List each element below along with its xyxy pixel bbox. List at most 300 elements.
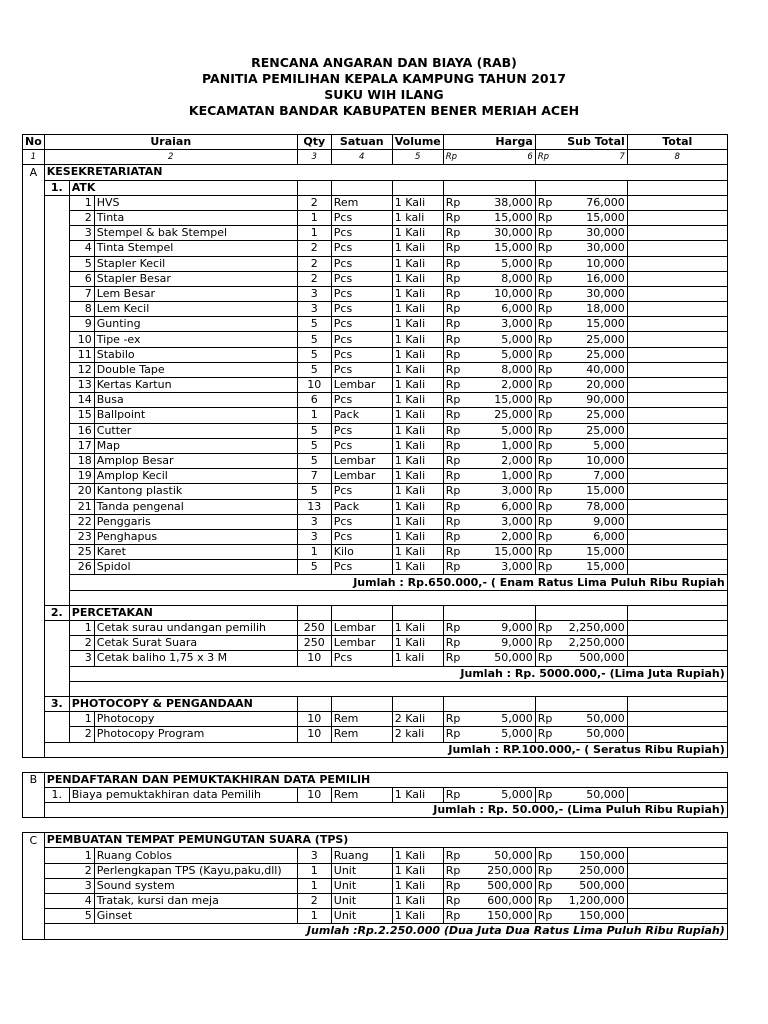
blank	[23, 742, 45, 757]
item-name: Cetak Surat Suara	[94, 636, 297, 651]
item-subtotal-value: 15,000	[586, 317, 625, 331]
table-row	[23, 286, 728, 301]
item-number: 12	[69, 362, 94, 377]
item-qty: 7	[297, 469, 331, 484]
blank	[23, 317, 45, 332]
item-unit: Kilo	[331, 545, 392, 560]
table-row	[23, 408, 728, 423]
item-subtotal	[535, 393, 627, 408]
item-qty: 5	[297, 438, 331, 453]
item-price	[443, 787, 535, 802]
item-qty: 2	[297, 271, 331, 286]
table-row	[23, 514, 728, 529]
item-total	[627, 469, 727, 484]
item-price-value: 15,000	[494, 545, 533, 559]
item-number: 1.	[44, 787, 69, 802]
item-subtotal	[535, 195, 627, 210]
table-row	[23, 393, 728, 408]
blank	[44, 636, 69, 651]
blank	[23, 226, 45, 241]
currency-label: Rp	[537, 545, 553, 559]
colnum	[443, 150, 535, 165]
item-price-value: 600,000	[487, 894, 533, 908]
item-price	[443, 909, 535, 924]
blank	[44, 560, 69, 575]
table-row	[23, 332, 728, 347]
item-unit: Rem	[331, 712, 392, 727]
table-row	[23, 727, 728, 742]
currency-label: Rp	[537, 848, 553, 862]
item-volume: 1 Kali	[392, 560, 443, 575]
item-volume: 1 Kali	[392, 302, 443, 317]
item-unit: Lembar	[331, 636, 392, 651]
currency-label: Rp	[445, 787, 461, 801]
item-name: Penggaris	[94, 514, 297, 529]
item-number: 22	[69, 514, 94, 529]
item-unit: Pcs	[331, 347, 392, 362]
table-row	[23, 560, 728, 575]
table-row	[23, 499, 728, 514]
item-subtotal	[535, 317, 627, 332]
currency-label: Rp	[445, 347, 461, 361]
blank	[23, 347, 45, 362]
item-name: Cutter	[94, 423, 297, 438]
item-price	[443, 453, 535, 468]
item-price	[443, 332, 535, 347]
title-line-1: RENCANA ANGARAN DAN BIAYA (RAB)	[251, 55, 517, 70]
item-price	[443, 712, 535, 727]
table-row	[23, 241, 728, 256]
table-row	[23, 135, 728, 150]
table-row	[23, 453, 728, 468]
item-subtotal	[535, 256, 627, 271]
colnum: 3	[297, 150, 331, 165]
subsection-number: 2.	[44, 605, 69, 620]
item-price-value: 5,000	[501, 727, 533, 741]
table-row	[23, 894, 728, 909]
table-row	[23, 180, 728, 195]
item-volume: 1 Kali	[392, 621, 443, 636]
blank	[23, 210, 45, 225]
item-name: Kantong plastik	[94, 484, 297, 499]
currency-label: Rp	[445, 378, 461, 392]
currency-label: Rp	[445, 317, 461, 331]
blank	[23, 909, 45, 924]
blank	[443, 605, 535, 620]
header-volume: Volume	[392, 135, 443, 150]
item-price-value: 500,000	[487, 878, 533, 892]
item-price-value: 9,000	[501, 621, 533, 635]
item-qty: 5	[297, 347, 331, 362]
item-price	[443, 362, 535, 377]
currency-label: Rp	[445, 651, 461, 665]
item-price	[443, 195, 535, 210]
table-row	[23, 362, 728, 377]
item-unit: Pcs	[331, 393, 392, 408]
item-number: 2	[69, 210, 94, 225]
currency-label: Rp	[537, 894, 553, 908]
item-subtotal-value: 90,000	[586, 393, 625, 407]
blank	[23, 302, 45, 317]
currency-label: Rp	[445, 727, 461, 741]
item-qty: 3	[297, 286, 331, 301]
item-subtotal	[535, 560, 627, 575]
currency-label: Rp	[537, 621, 553, 635]
item-unit: Pcs	[331, 332, 392, 347]
currency-label: Rp	[445, 438, 461, 452]
item-price-value: 25,000	[494, 408, 533, 422]
currency-label: Rp	[537, 423, 553, 437]
item-subtotal	[535, 909, 627, 924]
item-name: Lem Kecil	[94, 302, 297, 317]
item-volume: 1 Kali	[392, 848, 443, 863]
item-total	[627, 347, 727, 362]
item-number: 1	[44, 848, 94, 863]
item-unit: Pcs	[331, 210, 392, 225]
blank	[23, 727, 45, 742]
item-subtotal	[535, 241, 627, 256]
item-name: Penghapus	[94, 529, 297, 544]
item-price	[443, 499, 535, 514]
header-no: No	[23, 135, 45, 150]
currency-label: Rp	[445, 393, 461, 407]
item-subtotal	[535, 286, 627, 301]
blank	[44, 438, 69, 453]
item-total	[627, 878, 727, 893]
blank	[23, 605, 45, 620]
section-title: KESEKRETARIATAN	[44, 165, 727, 180]
item-total	[627, 362, 727, 377]
currency-label: Rp	[537, 863, 553, 877]
currency-label: Rp	[537, 286, 553, 300]
item-volume: 2 Kali	[392, 712, 443, 727]
blank	[44, 727, 69, 742]
blank	[23, 499, 45, 514]
blank	[331, 180, 392, 195]
colnum: 5	[392, 150, 443, 165]
blank	[44, 529, 69, 544]
item-name: Cetak surau undangan pemilih	[94, 621, 297, 636]
blank	[392, 605, 443, 620]
subsection-number: 3.	[44, 696, 69, 711]
currency-label: Rp	[445, 909, 461, 923]
item-total	[627, 499, 727, 514]
item-subtotal	[535, 484, 627, 499]
item-name: Busa	[94, 393, 297, 408]
title-line-2: PANITIA PEMILIHAN KEPALA KAMPUNG TAHUN 2017	[202, 71, 566, 86]
item-number: 2	[69, 636, 94, 651]
table-row	[23, 529, 728, 544]
item-subtotal-value: 250,000	[579, 863, 625, 877]
item-price	[443, 529, 535, 544]
item-price-value: 250,000	[487, 863, 533, 877]
item-price	[443, 271, 535, 286]
item-qty: 5	[297, 484, 331, 499]
blank	[23, 332, 45, 347]
blank	[44, 226, 69, 241]
blank	[443, 180, 535, 195]
table-row	[23, 742, 728, 757]
currency-label: Rp	[445, 545, 461, 559]
item-number: 3	[69, 226, 94, 241]
currency-label: Rp	[445, 894, 461, 908]
item-subtotal	[535, 651, 627, 666]
colnum: 2	[44, 150, 297, 165]
item-unit: Lembar	[331, 453, 392, 468]
item-unit: Rem	[331, 195, 392, 210]
currency-label: Rp	[537, 302, 553, 316]
currency-label: Rp	[537, 499, 553, 513]
currency-label: Rp	[445, 408, 461, 422]
blank	[44, 651, 69, 666]
item-subtotal-value: 15,000	[586, 484, 625, 498]
item-price-value: 6,000	[501, 302, 533, 316]
item-volume: 1 Kali	[392, 317, 443, 332]
item-qty: 10	[297, 378, 331, 393]
item-number: 2	[69, 727, 94, 742]
item-subtotal-value: 500,000	[579, 651, 625, 665]
item-qty: 13	[297, 499, 331, 514]
item-price-value: 3,000	[501, 317, 533, 331]
item-qty: 1	[297, 878, 331, 893]
item-unit: Pcs	[331, 423, 392, 438]
item-name: Tipe -ex	[94, 332, 297, 347]
currency-label: Rp	[445, 362, 461, 376]
blank	[44, 666, 69, 681]
blank	[44, 195, 69, 210]
table-row	[23, 757, 728, 772]
table-row	[23, 803, 728, 818]
item-name: Tratak, kursi dan meja	[94, 894, 297, 909]
item-subtotal-value: 15,000	[586, 545, 625, 559]
header-uraian: Uraian	[44, 135, 297, 150]
item-subtotal-value: 25,000	[586, 332, 625, 346]
item-name: Photocopy	[94, 712, 297, 727]
item-price	[443, 545, 535, 560]
colnum: 4	[331, 150, 392, 165]
colnum: 1	[23, 150, 45, 165]
blank	[44, 393, 69, 408]
item-subtotal	[535, 378, 627, 393]
item-number: 21	[69, 499, 94, 514]
jumlah-total: Jumlah : RP.100.000,- ( Seratus Ribu Rupiah)	[44, 742, 727, 757]
blank	[627, 696, 727, 711]
currency-label: Rp	[537, 560, 553, 574]
blank	[23, 256, 45, 271]
item-volume: 1 Kali	[392, 863, 443, 878]
blank	[23, 393, 45, 408]
item-name: Photocopy Program	[94, 727, 297, 742]
currency-label: Rp	[445, 286, 461, 300]
item-price-value: 3,000	[501, 560, 533, 574]
item-number: 11	[69, 347, 94, 362]
item-number: 16	[69, 423, 94, 438]
item-subtotal-value: 9,000	[593, 514, 625, 528]
blank	[23, 180, 45, 195]
item-volume: 1 Kali	[392, 226, 443, 241]
item-total	[627, 256, 727, 271]
item-subtotal-value: 2,250,000	[568, 636, 625, 650]
currency-label: Rp	[537, 332, 553, 346]
subsection-title: PHOTOCOPY & PENGANDAAN	[69, 696, 297, 711]
item-subtotal-value: 25,000	[586, 347, 625, 361]
table-row	[23, 605, 728, 620]
currency-label: Rp	[445, 469, 461, 483]
item-unit: Pack	[331, 499, 392, 514]
currency-label: Rp	[537, 514, 553, 528]
currency-label: Rp	[537, 454, 553, 468]
item-price-value: 9,000	[501, 636, 533, 650]
item-price-value: 150,000	[487, 909, 533, 923]
item-volume: 1 Kali	[392, 408, 443, 423]
item-price	[443, 378, 535, 393]
item-name: HVS	[94, 195, 297, 210]
item-subtotal-value: 7,000	[593, 469, 625, 483]
currency-label: Rp	[445, 226, 461, 240]
item-total	[627, 423, 727, 438]
item-number: 1	[69, 195, 94, 210]
item-qty: 250	[297, 621, 331, 636]
item-number: 4	[69, 241, 94, 256]
blank	[44, 469, 69, 484]
item-price-value: 5,000	[501, 787, 533, 801]
item-volume: 1 Kali	[392, 787, 443, 802]
section-letter: A	[23, 165, 45, 180]
item-total	[627, 393, 727, 408]
item-number: 1	[69, 712, 94, 727]
currency-label: Rp	[537, 712, 553, 726]
item-name: Stempel & bak Stempel	[94, 226, 297, 241]
item-qty: 5	[297, 453, 331, 468]
item-price	[443, 484, 535, 499]
item-volume: 1 Kali	[392, 423, 443, 438]
item-unit: Lembar	[331, 469, 392, 484]
blank	[23, 575, 45, 590]
item-subtotal	[535, 347, 627, 362]
item-unit: Pcs	[331, 286, 392, 301]
table-row	[23, 226, 728, 241]
item-price-value: 38,000	[494, 195, 533, 209]
item-qty: 1	[297, 863, 331, 878]
item-name: Karet	[94, 545, 297, 560]
currency-label: Rp	[537, 408, 553, 422]
item-qty: 2	[297, 894, 331, 909]
item-name: Cetak baliho 1,75 x 3 M	[94, 651, 297, 666]
item-volume: 1 kali	[392, 651, 443, 666]
item-qty: 1	[297, 210, 331, 225]
item-name: Sound system	[94, 878, 297, 893]
item-total	[627, 271, 727, 286]
item-price	[443, 210, 535, 225]
item-qty: 250	[297, 636, 331, 651]
item-volume: 1 Kali	[392, 378, 443, 393]
currency-label: Rp	[537, 195, 553, 209]
blank	[23, 924, 45, 939]
item-qty: 3	[297, 529, 331, 544]
item-subtotal-value: 1,200,000	[568, 894, 625, 908]
item-qty: 1	[297, 408, 331, 423]
item-total	[627, 210, 727, 225]
item-name: Amplop Kecil	[94, 469, 297, 484]
currency-label: Rp	[537, 909, 553, 923]
item-volume: 1 Kali	[392, 271, 443, 286]
currency-label: Rp	[537, 271, 553, 285]
blank	[23, 590, 45, 605]
rab-table	[22, 134, 728, 940]
item-volume: 1 Kali	[392, 514, 443, 529]
item-price-value: 3,000	[501, 514, 533, 528]
jumlah-total: Jumlah : Rp.650.000,- ( Enam Ratus Lima Puluh Ribu Rupiah	[69, 575, 727, 590]
item-subtotal-value: 30,000	[586, 286, 625, 300]
item-price-value: 3,000	[501, 484, 533, 498]
blank	[44, 286, 69, 301]
item-subtotal-value: 5,000	[593, 438, 625, 452]
item-subtotal-value: 50,000	[586, 712, 625, 726]
blank	[331, 696, 392, 711]
table-row	[23, 195, 728, 210]
item-number: 20	[69, 484, 94, 499]
item-price	[443, 241, 535, 256]
item-unit: Pcs	[331, 362, 392, 377]
blank	[23, 362, 45, 377]
title-line-4: KECAMATAN BANDAR KABUPATEN BENER MERIAH ACEH	[188, 103, 580, 118]
item-subtotal-value: 6,000	[593, 529, 625, 543]
item-price-value: 2,000	[501, 454, 533, 468]
item-price-value: 2,000	[501, 529, 533, 543]
item-unit: Pcs	[331, 317, 392, 332]
item-volume: 1 Kali	[392, 453, 443, 468]
blank	[535, 605, 627, 620]
section-title: PEMBUATAN TEMPAT PEMUNGUTAN SUARA (TPS)	[44, 833, 727, 848]
blank	[23, 514, 45, 529]
blank	[535, 180, 627, 195]
item-subtotal	[535, 469, 627, 484]
table-row	[23, 636, 728, 651]
blank	[535, 696, 627, 711]
item-volume: 1 Kali	[392, 332, 443, 347]
item-subtotal-value: 16,000	[586, 271, 625, 285]
item-qty: 6	[297, 393, 331, 408]
blank	[23, 712, 45, 727]
item-number: 8	[69, 302, 94, 317]
subsection-number: 1.	[44, 180, 69, 195]
blank	[69, 590, 727, 605]
item-price-value: 5,000	[501, 332, 533, 346]
item-volume: 1 Kali	[392, 195, 443, 210]
item-unit: Rem	[331, 727, 392, 742]
item-price-value: 5,000	[501, 256, 533, 270]
item-subtotal	[535, 529, 627, 544]
table-row	[23, 575, 728, 590]
item-volume: 1 Kali	[392, 438, 443, 453]
blank	[23, 438, 45, 453]
item-subtotal-value: 150,000	[579, 848, 625, 862]
item-subtotal	[535, 302, 627, 317]
table-row	[23, 818, 728, 833]
table-row	[23, 150, 728, 165]
item-name: Ruang Coblos	[94, 848, 297, 863]
item-total	[627, 787, 727, 802]
item-subtotal-value: 78,000	[586, 499, 625, 513]
section-letter: C	[23, 833, 45, 848]
blank	[23, 803, 45, 818]
item-unit: Unit	[331, 878, 392, 893]
blank	[44, 499, 69, 514]
item-subtotal	[535, 545, 627, 560]
item-qty: 2	[297, 256, 331, 271]
table-row	[23, 210, 728, 225]
item-number: 9	[69, 317, 94, 332]
